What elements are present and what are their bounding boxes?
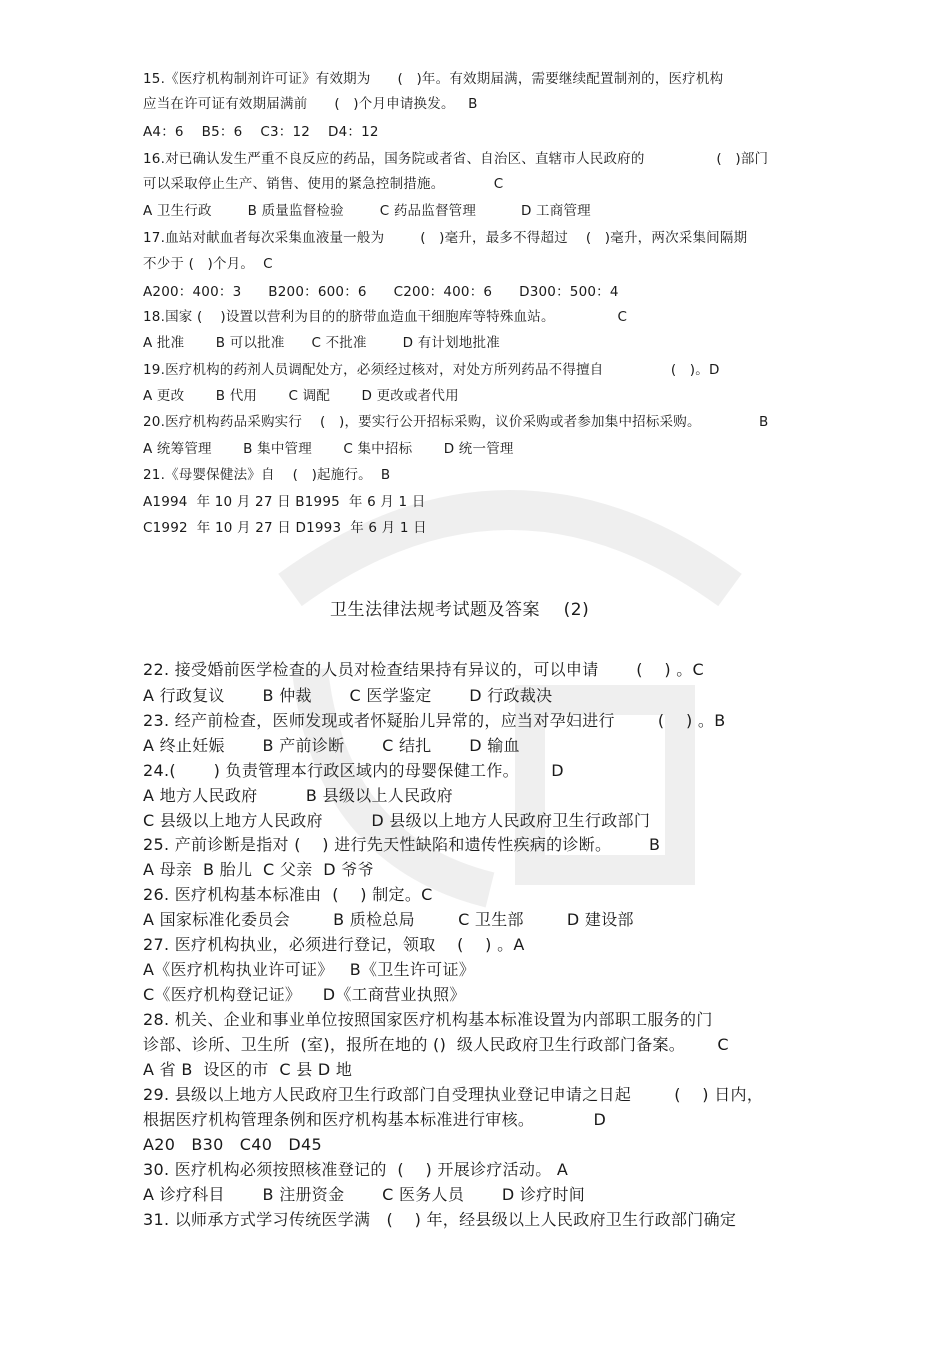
question-24-line-1: 24.( ) 负责管理本行政区域内的母婴保健工作。 D xyxy=(143,761,564,780)
question-16-line-2: 可以采取停止生产、销售、使用的紧急控制措施。 C xyxy=(143,176,504,192)
question-20-line-1: 20.医疗机构药品采购实行 ( )，要实行公开招标采购，议价采购或者参加集中招标采购。 B xyxy=(143,414,769,430)
question-18-options: A 批准 B 可以批准 C 不批准 D 有计划地批准 xyxy=(143,335,500,351)
question-21-options-1: A1994 年 10 月 27 日 B1995 年 6 月 1 日 xyxy=(143,494,426,510)
question-19-line-1: 19.医疗机构的药剂人员调配处方，必须经过核对，对处方所列药品不得擅自 ( )。D xyxy=(143,362,720,378)
question-21-options-2: C1992 年 10 月 27 日 D1993 年 6 月 1 日 xyxy=(143,520,427,536)
question-26-line-1: 26. 医疗机构基本标准由 ( ) 制定。C xyxy=(143,885,433,904)
question-28-line-2: 诊部、诊所、卫生所 (室)，报所在地的 () 级人民政府卫生行政部门备案。 C xyxy=(143,1035,729,1054)
question-31-line-1: 31. 以师承方式学习传统医学满 ( ) 年，经县级以上人民政府卫生行政部门确定 xyxy=(143,1210,737,1229)
question-29-line-1: 29. 县级以上地方人民政府卫生行政部门自受理执业登记申请之日起 ( ) 日内， xyxy=(143,1085,764,1104)
question-18-line-1: 18.国家 ( )设置以营利为目的的脐带血造血干细胞库等特殊血站。 C xyxy=(143,309,628,325)
question-28-line-1: 28. 机关、企业和事业单位按照国家医疗机构基本标准设置为内部职工服务的门 xyxy=(143,1010,713,1029)
question-29-options: A20 B30 C40 D45 xyxy=(143,1135,322,1154)
question-27-options-1: A《医疗机构执业许可证》 B《卫生许可证》 xyxy=(143,960,476,979)
question-24-options-1: A 地方人民政府 B 县级以上人民政府 xyxy=(143,786,453,805)
question-17-line-2: 不少于 ( )个月。 C xyxy=(143,256,273,272)
question-27-options-2: C《医疗机构登记证》 D《工商营业执照》 xyxy=(143,985,466,1004)
question-17-line-1: 17.血站对献血者每次采集血液量一般为 ( )毫升，最多不得超过 ( )毫升，两次采集间隔期 xyxy=(143,230,748,246)
question-15-options: A4：6 B5：6 C3：12 D4：12 xyxy=(143,124,379,140)
question-20-options: A 统筹管理 B 集中管理 C 集中招标 D 统一管理 xyxy=(143,441,514,457)
question-23-line-1: 23. 经产前检查，医师发现或者怀疑胎儿异常的，应当对孕妇进行 ( ) 。B xyxy=(143,711,726,730)
question-24-options-2: C 县级以上地方人民政府 D 县级以上地方人民政府卫生行政部门 xyxy=(143,811,651,830)
question-25-options: A 母亲 B 胎儿 C 父亲 D 爷爷 xyxy=(143,860,374,879)
question-26-options: A 国家标准化委员会 B 质检总局 C 卫生部 D 建设部 xyxy=(143,910,634,929)
question-30-line-1: 30. 医疗机构必须按照核准登记的 ( ) 开展诊疗活动。 A xyxy=(143,1160,569,1179)
question-21-line-1: 21.《母婴保健法》自 ( )起施行。 B xyxy=(143,467,391,483)
question-17-options: A200：400：3 B200：600：6 C200：400：6 D300：500：4 xyxy=(143,284,619,300)
question-25-line-1: 25. 产前诊断是指对 ( ) 进行先天性缺陷和遗传性疾病的诊断。 B xyxy=(143,835,661,854)
question-28-options: A 省 B 设区的市 C 县 D 地 xyxy=(143,1060,353,1079)
section-title: 卫生法律法规考试题及答案 (2) xyxy=(330,600,590,620)
question-15-line-2: 应当在许可证有效期届满前 ( )个月申请换发。 B xyxy=(143,96,478,112)
question-23-options: A 终止妊娠 B 产前诊断 C 结扎 D 输血 xyxy=(143,736,520,755)
question-29-line-2: 根据医疗机构管理条例和医疗机构基本标准进行审核。 D xyxy=(143,1110,607,1129)
question-16-options: A 卫生行政 B 质量监督检验 C 药品监督管理 D 工商管理 xyxy=(143,203,591,219)
question-22-options: A 行政复议 B 仲裁 C 医学鉴定 D 行政裁决 xyxy=(143,686,553,705)
question-16-line-1: 16.对已确认发生严重不良反应的药品，国务院或者省、自治区、直辖市人民政府的 ( )部门 xyxy=(143,151,769,167)
question-27-line-1: 27. 医疗机构执业，必须进行登记，领取 ( ) 。A xyxy=(143,935,525,954)
question-22-line-1: 22. 接受婚前医学检查的人员对检查结果持有异议的，可以申请 ( ) 。C xyxy=(143,660,705,679)
question-19-options: A 更改 B 代用 C 调配 D 更改或者代用 xyxy=(143,388,459,404)
question-30-options: A 诊疗科目 B 注册资金 C 医务人员 D 诊疗时间 xyxy=(143,1185,586,1204)
question-15-line-1: 15.《医疗机构制剂许可证》有效期为 ( )年。有效期届满，需要继续配置制剂的，医疗机构 xyxy=(143,71,724,87)
